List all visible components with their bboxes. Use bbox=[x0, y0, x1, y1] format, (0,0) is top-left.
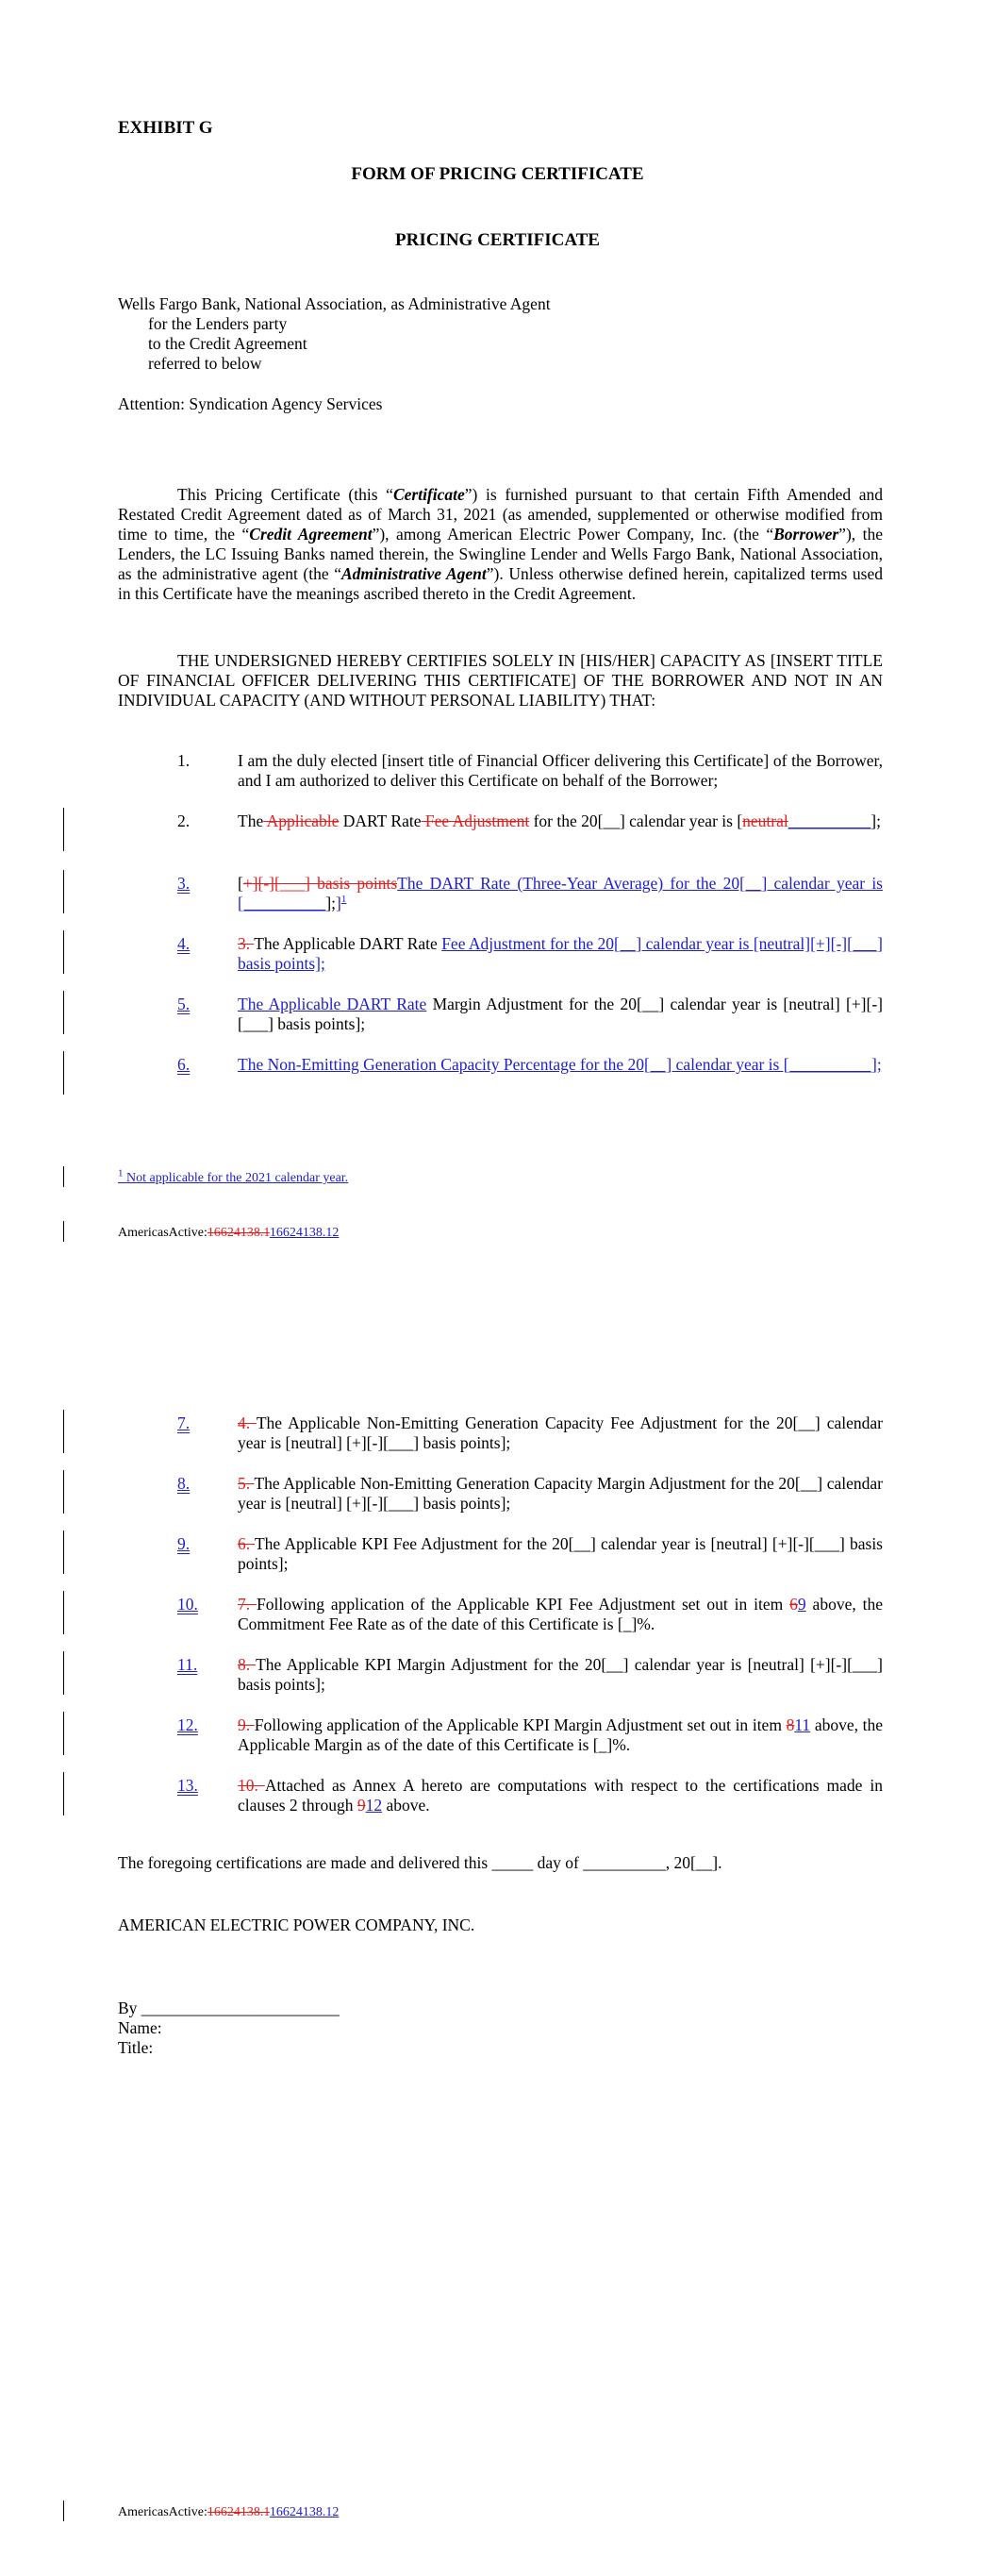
text-run: The Applicable DART Rate bbox=[254, 934, 442, 953]
intro-text: ”), among American Electric Power Company, Inc. (the “ bbox=[372, 525, 774, 544]
text-run: The Applicable KPI Margin Adjustment for the 20[__] calendar year is [neutral] [+][-][___] basis points]; bbox=[238, 1655, 883, 1694]
footnote bbox=[118, 1167, 349, 1187]
signature-block bbox=[118, 1999, 340, 2058]
deleted-text: 8 bbox=[786, 1715, 795, 1734]
item-text bbox=[238, 1776, 883, 1815]
change-bar bbox=[63, 2501, 64, 2521]
text-run: The bbox=[238, 811, 264, 830]
text-run: Following application of the Applicable KPI Fee Adjustment set out in item bbox=[257, 1595, 790, 1614]
deleted-text: Applicable bbox=[263, 811, 340, 830]
inserted-text: The Applicable DART Rate bbox=[238, 995, 427, 1013]
address-line: Wells Fargo Bank, National Association, as Administrative Agent bbox=[118, 294, 551, 313]
inserted-text: 16624138.12 bbox=[269, 1226, 340, 1240]
item-number: 10. bbox=[177, 1595, 198, 1614]
company-name: AMERICAN ELECTRIC POWER COMPANY, INC. bbox=[118, 1915, 475, 1934]
intro-text: ”). Unless otherwise defined herein, capitalized terms used in this Certificate have the meanings ascribed thereto in the Credit Agreement. bbox=[118, 564, 883, 603]
signature-line[interactable]: By ________________________ bbox=[118, 1999, 340, 2017]
footer-label: AmericasActive: bbox=[118, 2505, 207, 2519]
change-bar bbox=[63, 1410, 64, 1453]
item-number: 1. bbox=[177, 751, 191, 770]
change-bar bbox=[63, 1651, 64, 1695]
item-text: I am the duly elected [insert title of Financial Officer delivering this Certificate] of the Borrower, and I am authorized to deliver this Certificate on behalf of the Borrower; bbox=[238, 751, 883, 790]
change-bar bbox=[63, 870, 64, 913]
item-number: 2. bbox=[177, 811, 191, 830]
item-text bbox=[238, 1715, 883, 1755]
page-footer bbox=[118, 1225, 339, 1242]
address-line: referred to below bbox=[148, 354, 262, 373]
inserted-text: __________ bbox=[788, 811, 871, 830]
change-bar bbox=[63, 930, 64, 974]
change-bar bbox=[63, 1712, 64, 1755]
change-bar bbox=[63, 1591, 64, 1634]
change-bar bbox=[63, 1772, 64, 1815]
deleted-text: 6. bbox=[238, 1534, 255, 1553]
text-run: above, the Applicable Margin as of the date of this Certificate is [_]%. bbox=[238, 1715, 884, 1754]
change-bar bbox=[63, 1051, 64, 1095]
item-number: 3. bbox=[177, 874, 191, 893]
defined-term: Credit Agreement bbox=[249, 525, 373, 544]
text-run: above. bbox=[382, 1796, 430, 1815]
defined-term: Borrower bbox=[773, 525, 839, 544]
address-line: for the Lenders party bbox=[148, 314, 288, 333]
item-number: 8. bbox=[177, 1474, 191, 1493]
text-run: Attached as Annex A hereto are computations with respect to the certifications made in clauses 2 through bbox=[238, 1776, 883, 1815]
inserted-text: The Non-Emitting Generation Capacity Percentage for the 20[__] calendar year is [__________]; bbox=[238, 1055, 882, 1074]
inserted-text: 16624138.12 bbox=[269, 2505, 340, 2519]
text-run: [ bbox=[238, 874, 243, 893]
defined-term: Administrative Agent bbox=[341, 564, 487, 583]
deleted-text: 5. bbox=[238, 1474, 255, 1493]
certifies-paragraph: THE UNDERSIGNED HEREBY CERTIFIES SOLELY IN [HIS/HER] CAPACITY AS [INSERT TITLE OF FINANCIAL OFFICER DELIVERING THIS CERTIFICATE] OF THE BORROWER AND NOT IN AN INDIVIDUAL CAPACITY (AND WITHOUT PERSONAL LIABILITY) THAT: bbox=[118, 651, 883, 710]
deleted-text: 9. bbox=[238, 1715, 255, 1734]
item-text bbox=[238, 811, 883, 831]
attention-line: Attention: Syndication Agency Services bbox=[118, 394, 383, 413]
item-number: 12. bbox=[177, 1715, 198, 1734]
item-number: 4. bbox=[177, 934, 191, 953]
text-run: above, the Commitment Fee Rate as of the date of this Certificate is [_]%. bbox=[238, 1595, 884, 1633]
text-run: The Applicable Non-Emitting Generation Capacity Fee Adjustment for the 20[__] calendar year is [neutral] [+][-][___] basis points]; bbox=[238, 1413, 883, 1452]
text-run: ]; bbox=[325, 894, 337, 912]
intro-text: ”) is furnished pursuant to that certain Fifth Amended and Restated Credit Agreement dated as of March 31, 2021 (as amended, supplemented or otherwise modified from time to time, the “ bbox=[118, 485, 883, 544]
intro-text: ”), the Lenders, the LC Issuing Banks named therein, the Swingline Lender and Wells Fargo Bank, National Association, as the administrative agent (the “ bbox=[118, 525, 883, 583]
change-bar bbox=[63, 991, 64, 1034]
deleted-text: 9 bbox=[357, 1796, 366, 1815]
inserted-text: The DART Rate (Three-Year Average) for the 20[__] calendar year is [__________ bbox=[238, 874, 883, 912]
item-text bbox=[238, 1474, 883, 1514]
inserted-text: ] bbox=[336, 894, 341, 912]
item-text bbox=[238, 1413, 883, 1453]
certificate-title: PRICING CERTIFICATE bbox=[395, 230, 600, 250]
footer-label: AmericasActive: bbox=[118, 1226, 207, 1240]
deleted-text: Fee Adjustment bbox=[421, 811, 530, 830]
item-text bbox=[238, 1595, 883, 1634]
footnote-mark: 1 bbox=[118, 1167, 124, 1179]
deleted-text: 6 bbox=[789, 1595, 798, 1614]
foregoing-statement: The foregoing certifications are made and delivered this _____ day of __________, 20[__]. bbox=[118, 1853, 722, 1872]
deleted-text: 8. bbox=[238, 1655, 257, 1674]
exhibit-label: EXHIBIT G bbox=[118, 118, 213, 138]
item-number: 6. bbox=[177, 1055, 191, 1074]
signer-name-field[interactable]: Name: bbox=[118, 2018, 162, 2037]
deleted-text: 10. bbox=[238, 1776, 265, 1795]
change-bar bbox=[63, 1166, 64, 1187]
footnote-reference[interactable]: 1 bbox=[340, 894, 347, 906]
deleted-text: +][-][___] basis points bbox=[242, 874, 398, 893]
intro-paragraph bbox=[118, 485, 883, 604]
signer-title-field[interactable]: Title: bbox=[118, 2038, 154, 2057]
inserted-text: Fee Adjustment for the 20[__] calendar year is [neutral][+][-][___] basis points]; bbox=[238, 934, 884, 973]
deleted-text: 16624138.1 bbox=[207, 1226, 270, 1240]
item-text bbox=[238, 1534, 883, 1574]
item-text bbox=[238, 934, 883, 974]
deleted-text: 16624138.1 bbox=[207, 2505, 270, 2519]
item-number: 5. bbox=[177, 995, 191, 1013]
item-number: 7. bbox=[177, 1413, 191, 1432]
text-run: for the 20[__] calendar year is [ bbox=[529, 811, 743, 830]
intro-text: This Pricing Certificate (this “ bbox=[177, 485, 393, 504]
inserted-text: 12 bbox=[365, 1796, 383, 1815]
deleted-text: 7. bbox=[238, 1595, 257, 1614]
deleted-text: neutral bbox=[742, 811, 788, 830]
change-bar bbox=[63, 1221, 64, 1242]
text-run: The Applicable Non-Emitting Generation Capacity Margin Adjustment for the 20[__] calendar year is [neutral] [+][-][___] basis points]; bbox=[238, 1474, 883, 1513]
footnote-text: Not applicable for the 2021 calendar year. bbox=[123, 1171, 349, 1185]
item-text bbox=[238, 874, 883, 913]
form-title: FORM OF PRICING CERTIFICATE bbox=[351, 164, 644, 184]
address-line: to the Credit Agreement bbox=[148, 334, 307, 353]
item-number: 11. bbox=[177, 1655, 198, 1674]
item-text bbox=[238, 1055, 883, 1075]
change-bar bbox=[63, 1470, 64, 1514]
page-footer bbox=[118, 2504, 339, 2521]
text-run: Margin Adjustment for the 20[__] calendar year is [neutral] [+][-][___] basis points]; bbox=[238, 995, 883, 1033]
deleted-text: 4. bbox=[238, 1413, 257, 1432]
text-run: Following application of the Applicable KPI Margin Adjustment set out in item bbox=[254, 1715, 787, 1734]
change-bar bbox=[63, 808, 64, 851]
item-number: 13. bbox=[177, 1776, 198, 1795]
inserted-text: 9 bbox=[797, 1595, 806, 1614]
item-text bbox=[238, 995, 883, 1034]
text-run: The Applicable KPI Fee Adjustment for the 20[__] calendar year is [neutral] [+][-][___] basis points]; bbox=[238, 1534, 883, 1573]
inserted-text: 11 bbox=[794, 1715, 811, 1734]
item-number: 9. bbox=[177, 1534, 191, 1553]
text-run: ]; bbox=[871, 811, 881, 830]
deleted-text: 3. bbox=[238, 934, 255, 953]
change-bar bbox=[63, 1531, 64, 1574]
item-text bbox=[238, 1655, 883, 1695]
address-block bbox=[118, 294, 551, 374]
defined-term: Certificate bbox=[392, 485, 465, 504]
text-run: DART Rate bbox=[339, 811, 422, 830]
